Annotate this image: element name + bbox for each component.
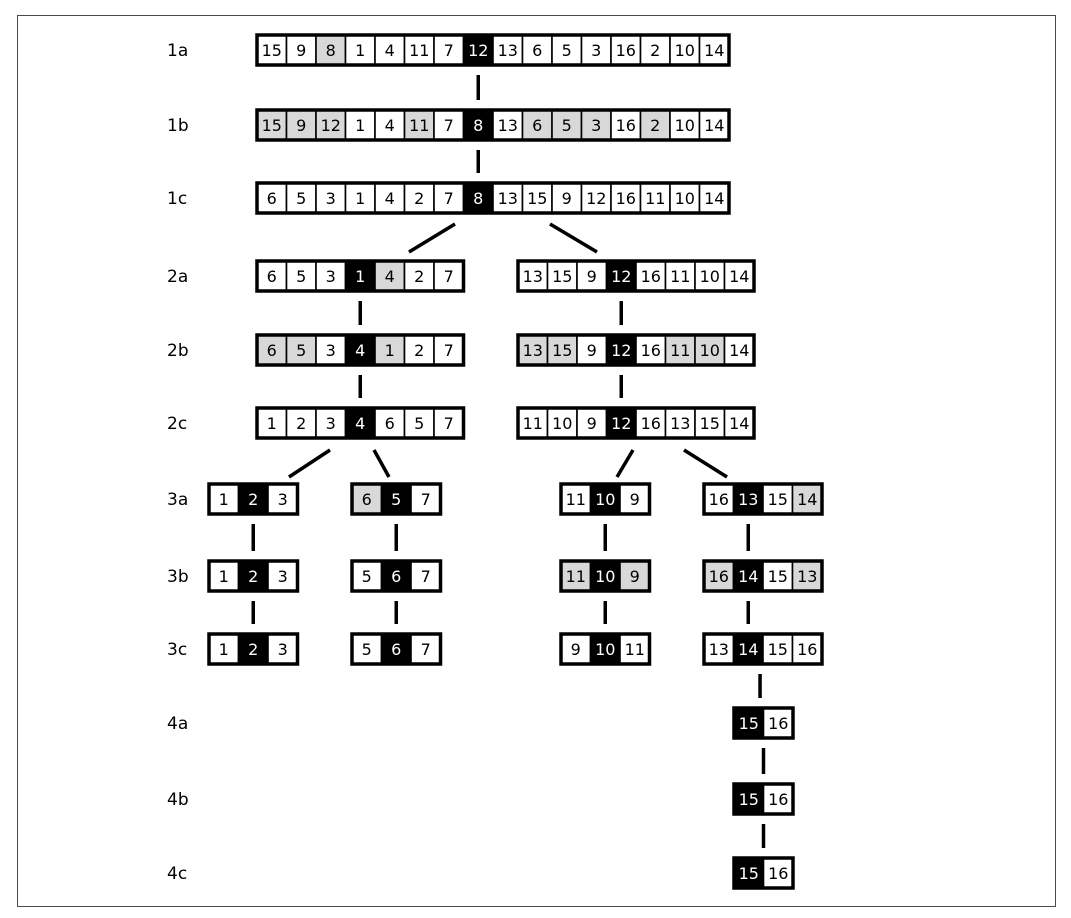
cell-value: 16 — [615, 41, 636, 60]
cell-value: 5 — [361, 640, 372, 659]
cell-value: 14 — [704, 116, 725, 135]
cell-value: 3 — [325, 414, 336, 433]
cell-value: 7 — [443, 267, 454, 286]
array-a2bR — [518, 335, 754, 365]
cell-value: 13 — [670, 414, 691, 433]
cell-value: 6 — [266, 267, 277, 286]
cell-value: 6 — [391, 640, 402, 659]
cell-value: 9 — [296, 41, 307, 60]
cell-value: 7 — [443, 189, 454, 208]
row-labels — [167, 41, 189, 884]
arrays — [209, 35, 822, 888]
row-label-2c: 2c — [167, 414, 188, 434]
cell-value: 11 — [409, 41, 430, 60]
array-a1b — [257, 110, 729, 140]
cell-value: 10 — [699, 341, 720, 360]
cell-value: 2 — [248, 640, 259, 659]
cell-value: 6 — [532, 116, 543, 135]
cell-value: 11 — [670, 341, 691, 360]
cell-value: 3 — [591, 41, 602, 60]
connector-line — [409, 224, 455, 252]
array-a3c1 — [209, 634, 298, 664]
row-label-1a: 1a — [167, 41, 189, 61]
cell-value: 13 — [522, 341, 543, 360]
array-a3b2 — [352, 561, 441, 591]
cell-value: 6 — [391, 567, 402, 586]
cell-value: 11 — [645, 189, 666, 208]
cell-value: 6 — [266, 189, 277, 208]
cell-value: 6 — [361, 490, 372, 509]
array-a4a — [734, 708, 793, 738]
cell-value: 12 — [468, 41, 489, 60]
cell-value: 7 — [443, 341, 454, 360]
cell-value: 5 — [414, 414, 425, 433]
cell-value: 15 — [699, 414, 720, 433]
array-a3a2 — [352, 484, 441, 514]
cell-value: 8 — [473, 116, 484, 135]
cell-value: 12 — [320, 116, 341, 135]
cell-value: 10 — [595, 567, 616, 586]
row-label-3b: 3b — [167, 567, 189, 587]
cell-value: 14 — [738, 567, 759, 586]
cell-value: 15 — [738, 864, 759, 883]
cell-value: 7 — [443, 41, 454, 60]
cell-value: 4 — [355, 341, 366, 360]
cell-value: 16 — [768, 714, 789, 733]
cell-value: 16 — [768, 864, 789, 883]
cell-value: 15 — [552, 341, 573, 360]
cell-value: 6 — [266, 341, 277, 360]
array-a3a3 — [561, 484, 650, 514]
cell-value: 2 — [650, 116, 661, 135]
cell-value: 3 — [325, 341, 336, 360]
cell-value: 14 — [704, 41, 725, 60]
cell-value: 8 — [473, 189, 484, 208]
cell-value: 1 — [218, 490, 229, 509]
cell-value: 15 — [767, 567, 788, 586]
cell-value: 3 — [277, 640, 288, 659]
cell-value: 4 — [355, 414, 366, 433]
cell-value: 11 — [409, 116, 430, 135]
array-a3b4 — [704, 561, 822, 591]
row-label-1b: 1b — [167, 116, 189, 136]
cell-value: 5 — [561, 116, 572, 135]
cell-value: 1 — [355, 267, 366, 286]
array-a1c — [257, 183, 729, 213]
cell-value: 3 — [325, 189, 336, 208]
row-label-2b: 2b — [167, 341, 189, 361]
cell-value: 13 — [497, 189, 518, 208]
cell-value: 3 — [591, 116, 602, 135]
cell-value: 10 — [552, 414, 573, 433]
cell-value: 16 — [640, 414, 661, 433]
cell-value: 10 — [674, 116, 695, 135]
cell-value: 1 — [355, 41, 366, 60]
cell-value: 14 — [729, 267, 750, 286]
cell-value: 14 — [738, 640, 759, 659]
cell-value: 1 — [355, 189, 366, 208]
connector-line — [289, 450, 330, 477]
cell-value: 15 — [552, 267, 573, 286]
array-a3a1 — [209, 484, 298, 514]
cell-value: 10 — [699, 267, 720, 286]
array-a3c3 — [561, 634, 650, 664]
cell-value: 12 — [611, 341, 632, 360]
cell-value: 7 — [420, 490, 431, 509]
array-a2aR — [518, 261, 754, 291]
cell-value: 11 — [624, 640, 645, 659]
row-label-4b: 4b — [167, 790, 189, 810]
cell-value: 12 — [586, 189, 607, 208]
connector-line — [617, 450, 633, 477]
row-label-4c: 4c — [167, 864, 188, 884]
cell-value: 9 — [296, 116, 307, 135]
cell-value: 1 — [355, 116, 366, 135]
row-label-4a: 4a — [167, 714, 189, 734]
cell-value: 2 — [296, 414, 307, 433]
row-label-3a: 3a — [167, 490, 189, 510]
cell-value: 4 — [384, 267, 395, 286]
cell-value: 3 — [277, 490, 288, 509]
array-a3b1 — [209, 561, 298, 591]
cell-value: 1 — [266, 414, 277, 433]
cell-value: 3 — [277, 567, 288, 586]
cell-value: 2 — [414, 267, 425, 286]
cell-value: 14 — [704, 189, 725, 208]
cell-value: 7 — [443, 116, 454, 135]
cell-value: 10 — [595, 640, 616, 659]
cell-value: 15 — [738, 790, 759, 809]
connector-line — [684, 450, 727, 477]
cell-value: 11 — [565, 490, 586, 509]
cell-value: 5 — [361, 567, 372, 586]
cell-value: 6 — [532, 41, 543, 60]
cell-value: 9 — [629, 567, 640, 586]
cell-value: 2 — [248, 490, 259, 509]
cell-value: 13 — [497, 41, 518, 60]
cell-value: 10 — [595, 490, 616, 509]
cell-value: 2 — [248, 567, 259, 586]
array-a2cR — [518, 408, 754, 438]
cell-value: 13 — [797, 567, 818, 586]
cell-value: 10 — [674, 189, 695, 208]
cell-value: 5 — [391, 490, 402, 509]
cell-value: 16 — [708, 567, 729, 586]
cell-value: 5 — [296, 267, 307, 286]
array-a2cL — [257, 408, 464, 438]
connector-line — [374, 450, 389, 477]
cell-value: 1 — [384, 341, 395, 360]
cell-value: 16 — [797, 640, 818, 659]
cell-value: 15 — [261, 41, 282, 60]
row-label-1c: 1c — [167, 189, 188, 209]
array-a4c — [734, 858, 793, 888]
cell-value: 9 — [570, 640, 581, 659]
cell-value: 14 — [797, 490, 818, 509]
connector-line — [550, 224, 597, 252]
cell-value: 14 — [729, 341, 750, 360]
cell-value: 10 — [674, 41, 695, 60]
array-a3b3 — [561, 561, 650, 591]
array-a3c4 — [704, 634, 822, 664]
array-a1a — [257, 35, 729, 65]
array-a3a4 — [704, 484, 822, 514]
cell-value: 11 — [522, 414, 543, 433]
cell-value: 16 — [708, 490, 729, 509]
cell-value: 7 — [443, 414, 454, 433]
cell-value: 2 — [414, 189, 425, 208]
cell-value: 11 — [565, 567, 586, 586]
cell-value: 4 — [384, 116, 395, 135]
cell-value: 15 — [738, 714, 759, 733]
cell-value: 2 — [414, 341, 425, 360]
cell-value: 2 — [650, 41, 661, 60]
cell-value: 13 — [708, 640, 729, 659]
cell-value: 15 — [527, 189, 548, 208]
cell-value: 9 — [586, 267, 597, 286]
cell-value: 7 — [420, 567, 431, 586]
cell-value: 15 — [767, 640, 788, 659]
cell-value: 5 — [296, 189, 307, 208]
cell-value: 4 — [384, 189, 395, 208]
row-label-2a: 2a — [167, 267, 189, 287]
cell-value: 3 — [325, 267, 336, 286]
cell-value: 16 — [615, 116, 636, 135]
cell-value: 9 — [586, 414, 597, 433]
cell-value: 1 — [218, 567, 229, 586]
cell-value: 16 — [640, 341, 661, 360]
cell-value: 16 — [615, 189, 636, 208]
cell-value: 6 — [384, 414, 395, 433]
cell-value: 12 — [611, 267, 632, 286]
cell-value: 9 — [561, 189, 572, 208]
cell-value: 16 — [640, 267, 661, 286]
cell-value: 13 — [497, 116, 518, 135]
cell-value: 1 — [218, 640, 229, 659]
cell-value: 15 — [261, 116, 282, 135]
cell-value: 5 — [561, 41, 572, 60]
cell-value: 9 — [629, 490, 640, 509]
cell-value: 8 — [325, 41, 336, 60]
array-a2bL — [257, 335, 464, 365]
array-a2aL — [257, 261, 464, 291]
cell-value: 9 — [586, 341, 597, 360]
cell-value: 4 — [384, 41, 395, 60]
cell-value: 11 — [670, 267, 691, 286]
row-label-3c: 3c — [167, 640, 188, 660]
cell-value: 15 — [767, 490, 788, 509]
array-a3c2 — [352, 634, 441, 664]
cell-value: 13 — [522, 267, 543, 286]
cell-value: 7 — [420, 640, 431, 659]
cell-value: 5 — [296, 341, 307, 360]
cell-value: 14 — [729, 414, 750, 433]
cell-value: 13 — [738, 490, 759, 509]
cell-value: 12 — [611, 414, 632, 433]
array-a4b — [734, 784, 793, 814]
cell-value: 16 — [768, 790, 789, 809]
